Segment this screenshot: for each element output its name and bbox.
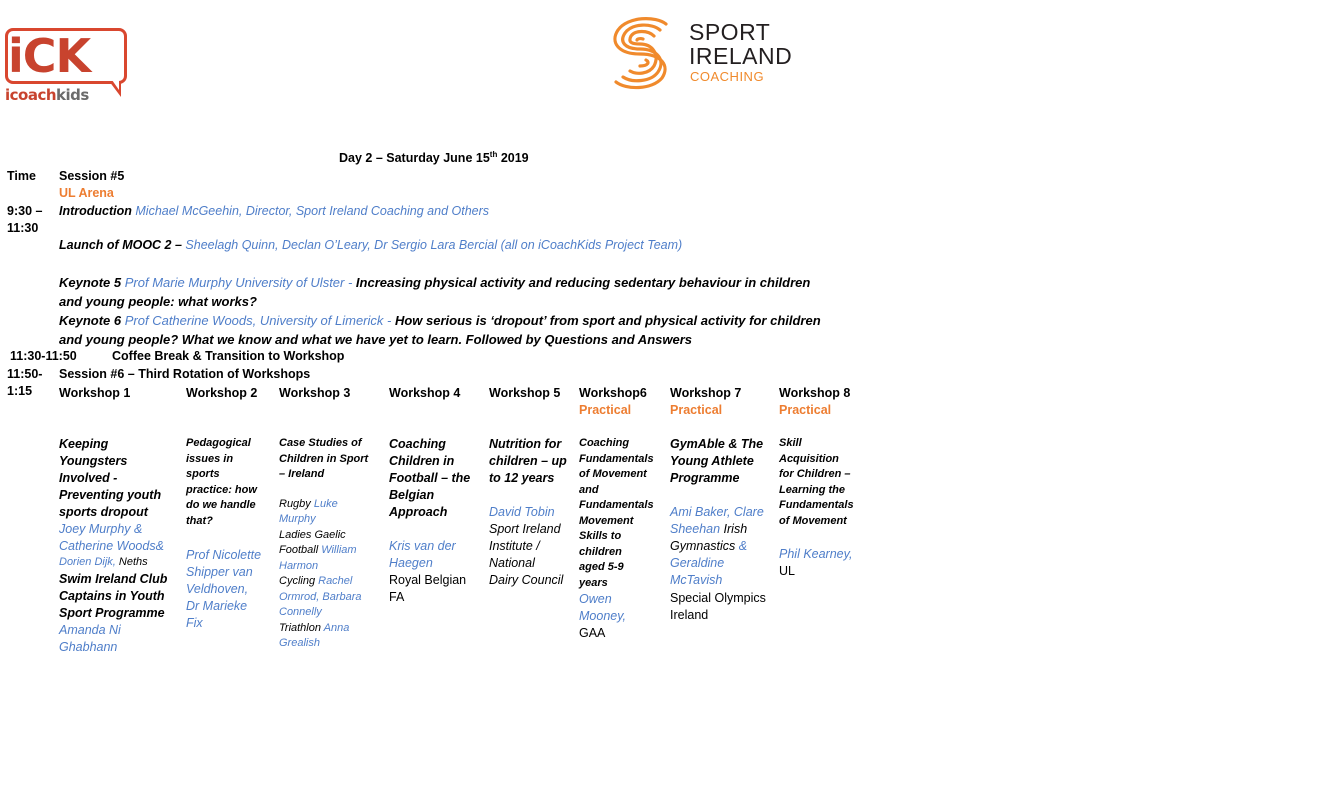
workshop-7-practical-label: Practical	[670, 403, 723, 417]
workshop-1-presenter-line: Catherine Woods&	[59, 539, 164, 553]
workshop-5-org-line: Dairy Council	[489, 573, 564, 587]
sport-ireland-logo	[610, 14, 800, 94]
workshop-5-title-line: Nutrition for	[489, 437, 562, 451]
keynote-6	[59, 311, 821, 349]
venue-label: UL Arena	[59, 186, 114, 200]
launch-row	[59, 237, 682, 254]
keynote-6-speaker: Prof Catherine Woods, University of Limerick -	[124, 313, 395, 328]
workshop-7-presenter-line: Sheehan	[670, 522, 721, 536]
workshop-7-presenter-line: &	[738, 539, 748, 553]
icoachkids-logo	[5, 28, 133, 104]
workshop-3-title-line: – Ireland	[279, 468, 325, 480]
workshop-5-org-line: National	[489, 556, 535, 570]
workshop-6-title-line: aged 5-9	[579, 561, 624, 573]
keynote-5-title-line1: Increasing physical activity and reducing sedentary behaviour in children	[355, 275, 811, 290]
session-6-time-start: 11:50-	[7, 367, 43, 381]
workshop-2-title-line: issues in	[186, 452, 234, 465]
workshop-1-org-small: Neths	[115, 556, 148, 568]
sport-ireland-line1: SPORT	[689, 19, 771, 45]
workshop-7-org-line: Irish	[720, 522, 748, 536]
workshop-3-title	[279, 436, 384, 483]
workshop-2-title-line: that?	[186, 514, 213, 527]
sport-ireland-swirl-icon	[610, 14, 680, 92]
workshop-7-org	[670, 590, 774, 624]
introduction-label: Introduction	[59, 204, 136, 218]
workshop-6-practical-label: Practical	[579, 403, 632, 417]
workshop-1	[59, 385, 181, 656]
keynote-5	[59, 273, 810, 311]
workshop-3-cycling-people: Connelly	[279, 606, 322, 618]
keynote-5-title-line2: and young people: what works?	[59, 294, 257, 309]
workshop-2-title-line: do we handle	[186, 499, 256, 511]
day-heading	[339, 150, 529, 167]
workshop-1-presenter2-line: Amanda Ni	[59, 622, 121, 637]
workshop-5-header: Workshop 5	[489, 386, 561, 400]
workshop-4-title-line: Approach	[389, 505, 448, 519]
workshop-1-header: Workshop 1	[59, 386, 131, 400]
workshop-5-presenter: David Tobin	[489, 505, 555, 519]
keynote-5-speaker: Prof Marie Murphy University of Ulster -	[124, 275, 356, 290]
workshop-2-presenter-line: Veldhoven,	[186, 582, 249, 596]
introduction-row	[59, 203, 489, 220]
workshop-4-title-line: Children in	[389, 454, 455, 468]
workshop-4-org-line: Royal Belgian	[389, 573, 467, 587]
workshop-7-title	[670, 436, 774, 487]
workshop-4-org-line: FA	[389, 590, 405, 604]
workshop-3-triathlon-people: Anna	[323, 621, 350, 634]
coffee-text: Coffee Break & Transition to Workshop	[112, 349, 345, 363]
workshop-4-org	[389, 572, 484, 606]
workshop-8-practical-label: Practical	[779, 403, 832, 417]
workshop-6-org: GAA	[579, 626, 606, 640]
session-5-title: Session #5	[59, 169, 125, 183]
workshop-6-title-line: children	[579, 545, 622, 558]
workshop-5-title-line: to 12 years	[489, 471, 555, 485]
workshop-5-org	[489, 521, 575, 589]
sport-ireland-line2: IRELAND	[689, 43, 793, 69]
workshop-8-presenter: Phil Kearney,	[779, 547, 853, 561]
workshop-5-title-line: children – up	[489, 454, 567, 468]
workshop-6-title-line: years	[579, 576, 608, 589]
workshop-8-title-line: Learning the	[779, 483, 846, 496]
workshop-1-presenters-2	[59, 622, 181, 656]
workshop-3-cycling-people: Ormrod, Barbara	[279, 590, 362, 603]
workshop-4-title-line: Football – the	[389, 471, 471, 485]
session-6-time-end: 1:15	[7, 384, 33, 398]
launch-people: Sheelagh Quinn, Declan O’Leary, Dr Sergio Lara Bercial (all on iCoachKids Project Team)	[185, 238, 683, 252]
workshop-6-title-line: Movement	[579, 514, 634, 527]
workshop-1-title-line: Preventing youth	[59, 488, 162, 502]
workshop-5-org-line: Institute /	[489, 539, 540, 553]
workshop-3-gaelic-people: Harmon	[279, 559, 319, 572]
workshop-8-header: Workshop 8	[779, 386, 851, 400]
workshop-7-title-line: Programme	[670, 471, 740, 485]
workshop-5	[489, 385, 575, 589]
workshop-3	[279, 385, 384, 652]
workshop-8-org: UL	[779, 564, 795, 578]
workshop-8-title-line: of Movement	[779, 514, 847, 527]
session-6-title: Session #6 – Third Rotation of Workshops	[59, 367, 311, 381]
workshop-1-title-line: Youngsters	[59, 454, 128, 468]
workshop-1-presenter2-line: Ghabhann	[59, 639, 118, 654]
col-time-header: Time	[7, 169, 36, 183]
workshop-1-title-2	[59, 571, 181, 622]
workshop-7-presenters	[670, 504, 774, 589]
workshop-3-cycling-people: Rachel	[318, 575, 353, 587]
workshop-6-presenter-line: Owen	[579, 592, 612, 606]
day-heading-suffix: 2019	[497, 151, 529, 165]
time-slot-1-end: 11:30	[7, 221, 39, 235]
coffee-time: 11:30-11:50	[10, 349, 77, 363]
day-heading-sup: th	[489, 149, 498, 159]
workshop-1-presenters	[59, 521, 181, 555]
workshop-4	[389, 385, 484, 606]
workshop-2-presenter-line: Fix	[186, 616, 203, 630]
workshop-3-rugby-people: Murphy	[279, 513, 316, 525]
launch-label: Launch of MOOC 2 –	[59, 238, 186, 252]
workshop-2	[186, 385, 276, 632]
workshop-2-title-line: Pedagogical	[186, 437, 251, 449]
workshop-7-org-line: Ireland	[670, 608, 709, 622]
workshop-6-header: Workshop6	[579, 386, 647, 400]
workshop-3-triathlon-people: Grealish	[279, 637, 320, 649]
workshop-4-presenter-line: Haegen	[389, 556, 433, 570]
workshop-6-title-line: of Movement	[579, 468, 647, 480]
workshop-1-title	[59, 436, 181, 521]
workshop-4-presenters	[389, 538, 484, 572]
workshop-4-title	[389, 436, 484, 521]
workshop-6-title-line: and	[579, 483, 599, 496]
workshop-2-presenter-line: Shipper van	[186, 565, 253, 579]
workshop-1-title-line: Keeping	[59, 437, 109, 451]
workshop-4-header: Workshop 4	[389, 386, 461, 400]
workshop-2-presenter-line: Prof Nicolette	[186, 548, 262, 562]
workshop-5-org-line: Sport Ireland	[489, 522, 561, 536]
workshop-4-title-line: Belgian	[389, 488, 435, 502]
workshop-3-gaelic-label: Football	[279, 544, 322, 556]
ick-wordmark-i: i	[5, 86, 10, 104]
workshop-3-title-line: Children in Sport	[279, 452, 369, 465]
workshop-2-header: Workshop 2	[186, 386, 258, 400]
workshop-1-title2-line: Swim Ireland Club	[59, 571, 168, 586]
workshop-8-title	[779, 436, 869, 529]
workshop-3-triathlon-label: Triathlon	[279, 621, 324, 634]
workshop-8-title-line: Acquisition	[779, 452, 839, 465]
workshop-7-header: Workshop 7	[670, 386, 742, 400]
workshop-7-title-line: GymAble & The	[670, 437, 764, 451]
workshop-3-gaelic-people: William	[321, 544, 357, 556]
workshop-7	[670, 385, 774, 624]
keynote-5-label: Keynote 5	[59, 275, 125, 290]
workshop-3-rugby-people: Luke	[313, 497, 338, 510]
keynote-6-label: Keynote 6	[59, 313, 125, 328]
sport-ireland-line3: COACHING	[690, 69, 765, 84]
ick-logo-speech-tail-inner	[112, 80, 119, 90]
workshop-1-presenter-small: Dorien Dijk,	[59, 556, 116, 568]
workshop-8-title-line: Fundamentals	[779, 499, 854, 511]
workshop-2-presenters	[186, 547, 276, 632]
workshop-6	[579, 385, 665, 642]
workshop-7-presenter-line: McTavish	[670, 573, 723, 587]
day-heading-prefix: Day 2 – Saturday June 15	[339, 151, 490, 165]
workshop-2-title-line: sports	[186, 468, 220, 480]
workshop-6-title-line: Fundamentals	[579, 499, 654, 511]
workshop-6-presenter-line: Mooney,	[579, 609, 627, 623]
time-slot-1-start: 9:30 –	[7, 204, 43, 218]
workshop-3-gaelic-label: Ladies Gaelic	[279, 528, 346, 541]
keynote-6-title-line1: How serious is ‘dropout’ from sport and physical activity for children	[394, 313, 821, 328]
workshop-4-presenter-line: Kris van der	[389, 539, 456, 553]
ick-logo-wordmark	[5, 86, 89, 104]
workshop-1-presenter-extra	[59, 555, 181, 571]
workshop-3-sports	[279, 497, 384, 652]
workshop-7-presenter-line: Geraldine	[670, 556, 725, 570]
workshop-2-presenter-line: Dr Marieke	[186, 599, 248, 613]
workshop-1-title2-line: Captains in Youth	[59, 588, 165, 603]
workshop-1-title-line: Involved -	[59, 471, 118, 485]
workshop-6-title-line: Fundamentals	[579, 452, 654, 465]
workshop-7-presenter-line: Ami Baker, Clare	[670, 505, 764, 519]
introduction-people: Michael McGeehin, Director, Sport Ireland Coaching and Others	[135, 204, 490, 218]
ick-wordmark-kids: kids	[56, 86, 89, 104]
workshop-7-org-line: Gymnastics	[670, 539, 739, 553]
workshop-1-title-line: sports dropout	[59, 505, 148, 519]
workshop-2-title-line: practice: how	[186, 483, 257, 496]
ick-wordmark-coach: coach	[9, 86, 57, 104]
workshop-6-title-line: Skills to	[579, 530, 622, 542]
workshop-3-cycling-label: Cycling	[279, 575, 319, 587]
workshop-6-presenters	[579, 591, 665, 625]
workshop-7-title-line: Young Athlete	[670, 454, 754, 468]
workshop-1-presenter-line: Joey Murphy &	[59, 522, 143, 536]
workshop-8-title-line: for Children –	[779, 468, 851, 480]
workshop-2-title	[186, 436, 276, 529]
workshop-1-title2-line: Sport Programme	[59, 605, 165, 620]
workshop-6-title-line: Coaching	[579, 437, 630, 449]
workshop-6-title	[579, 436, 665, 591]
keynote-6-title-line2: and young people? What we know and what we have yet to learn. Followed by Questions and Answers	[59, 332, 693, 347]
workshop-3-rugby-label: Rugby	[279, 497, 314, 510]
workshop-8-title-line: Skill	[779, 437, 802, 449]
workshop-7-org-line: Special Olympics	[670, 591, 766, 605]
workshop-3-title-line: Case Studies of	[279, 437, 362, 449]
workshop-5-title	[489, 436, 575, 487]
workshop-3-header: Workshop 3	[279, 386, 351, 400]
workshop-8	[779, 385, 869, 580]
workshop-4-title-line: Coaching	[389, 437, 446, 451]
ick-logo-letters: iCK	[8, 29, 91, 83]
